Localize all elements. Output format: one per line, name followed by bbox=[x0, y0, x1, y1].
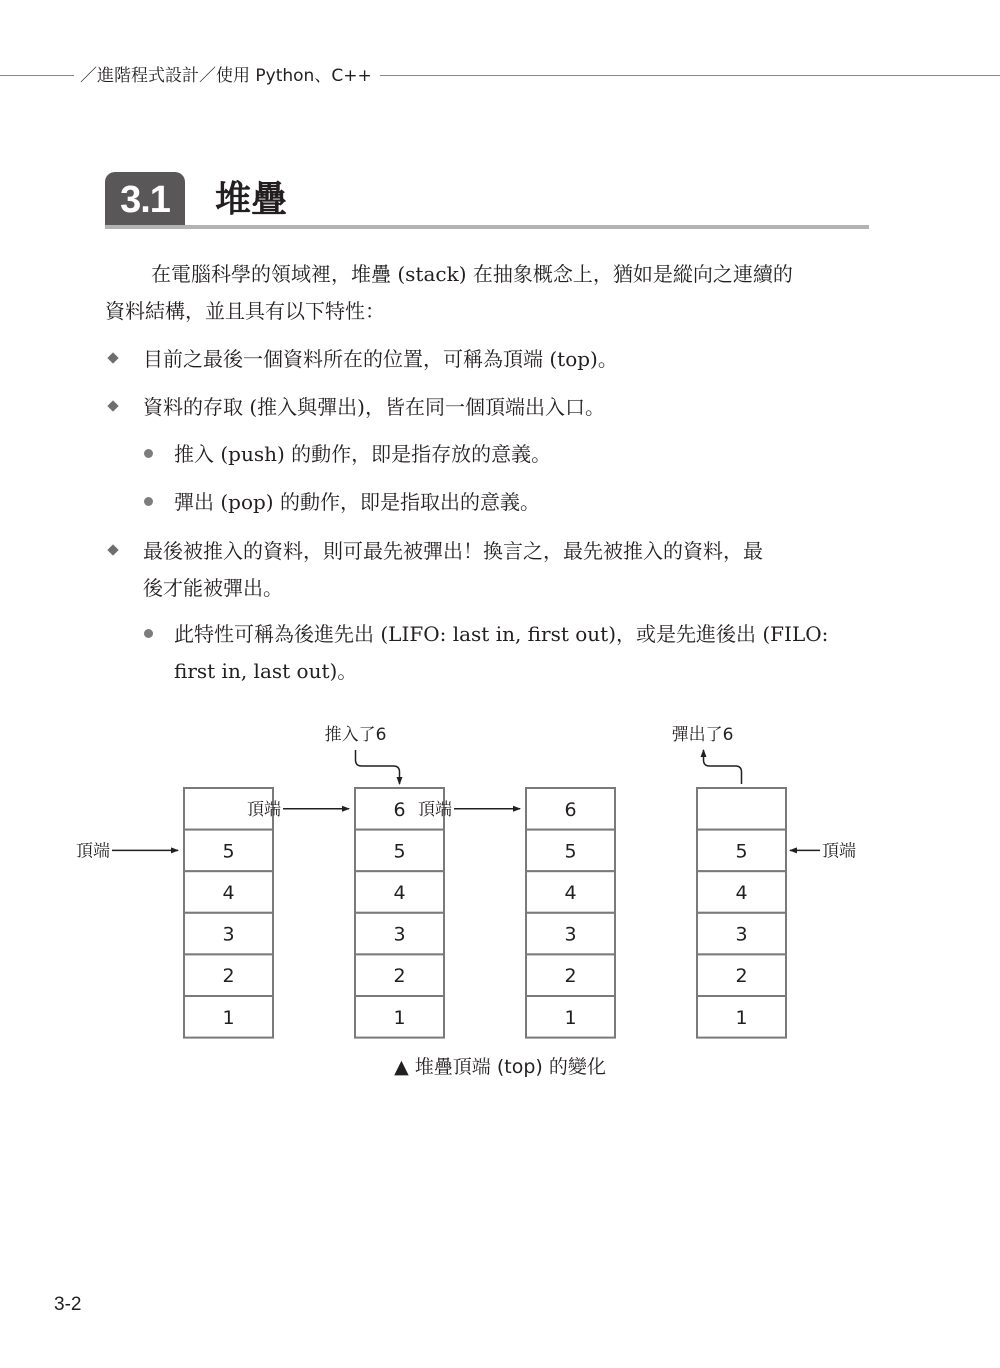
intro-line-1: 在電腦科學的領域裡，堆疊 (stack) 在抽象概念上，猶如是縱向之連續的 bbox=[151, 262, 793, 286]
section-underline bbox=[105, 225, 869, 229]
intro-line-2: 資料結構，並且具有以下特性： bbox=[105, 299, 385, 323]
sub-bullet-item: 推入 (push) 的動作，即是指存放的意義。 bbox=[174, 442, 552, 466]
running-header bbox=[0, 64, 1000, 88]
section-heading bbox=[105, 172, 869, 228]
stack-cell-value: 4 bbox=[735, 882, 748, 904]
dot-bullet-icon bbox=[144, 449, 153, 458]
header-rule-left bbox=[0, 75, 74, 76]
stack-cell-value: 3 bbox=[222, 923, 235, 946]
stack-cell-value: 3 bbox=[393, 923, 406, 946]
intro-paragraph bbox=[105, 256, 870, 330]
bullet-line: 後才能被彈出。 bbox=[143, 576, 283, 600]
stack-cell bbox=[697, 788, 786, 830]
header-rule-right bbox=[380, 75, 1000, 76]
sub-bullet-item bbox=[174, 616, 870, 690]
stack-cell-value: 6 bbox=[564, 798, 577, 821]
dot-bullet-icon bbox=[144, 629, 153, 638]
stack-cell-value: 2 bbox=[735, 965, 748, 988]
page-number: 3-2 bbox=[54, 1294, 82, 1315]
sub-bullet-item: 彈出 (pop) 的動作，即是指取出的意義。 bbox=[174, 490, 540, 514]
section-title: 堆疊 bbox=[215, 179, 288, 220]
top-pointer-label: 頂端 bbox=[76, 841, 110, 862]
stack-diagram-svg bbox=[0, 700, 1000, 1060]
bullet-item: 資料的存取 (推入與彈出)，皆在同一個頂端出入口。 bbox=[143, 395, 605, 419]
stack-cell-value: 2 bbox=[564, 965, 577, 988]
diamond-bullet-icon bbox=[107, 352, 118, 363]
stack-diagram bbox=[0, 700, 1000, 1100]
top-pointer-label: 頂端 bbox=[247, 799, 281, 820]
figure-caption: ▲ 堆疊頂端 (top) 的變化 bbox=[394, 1056, 606, 1078]
bullet-item: 目前之最後一個資料所在的位置，可稱為頂端 (top)。 bbox=[143, 347, 618, 371]
top-pointer-label: 頂端 bbox=[822, 841, 856, 862]
stack-cell-value: 2 bbox=[222, 965, 235, 988]
pop-action-label: 彈出了6 bbox=[671, 725, 734, 745]
stack-cell-value: 5 bbox=[222, 840, 235, 863]
diamond-bullet-icon bbox=[107, 544, 118, 555]
stack-cell-value: 3 bbox=[735, 923, 748, 946]
pop-arrow-icon bbox=[704, 750, 742, 784]
stack-cell-value: 6 bbox=[393, 798, 406, 821]
push-action-label: 推入了6 bbox=[324, 725, 387, 745]
stack-cell-value: 4 bbox=[564, 882, 577, 904]
book-title: ／進階程式設計／使用 Python、C++ bbox=[80, 66, 372, 86]
stack-cell-value: 5 bbox=[393, 840, 406, 863]
stack-cell-value: 5 bbox=[735, 840, 748, 863]
stack-cell-value: 1 bbox=[564, 1006, 577, 1029]
section-number-badge: 3.1 bbox=[105, 172, 185, 226]
top-pointer-label: 頂端 bbox=[418, 799, 452, 820]
stack-cell-value: 1 bbox=[735, 1006, 748, 1029]
sub-bullet-line: first in, last out)。 bbox=[174, 659, 358, 683]
sub-bullet-line: 此特性可稱為後進先出 (LIFO: last in, first out)，或是先進後出 (FILO: bbox=[174, 622, 829, 646]
dot-bullet-icon bbox=[144, 497, 153, 506]
stack-cell-value: 5 bbox=[564, 840, 577, 863]
stack-cell-value: 2 bbox=[393, 965, 406, 988]
stack-cell-value: 1 bbox=[222, 1006, 235, 1029]
stack-cell-value: 3 bbox=[564, 923, 577, 946]
stack-cell-value: 4 bbox=[393, 882, 406, 904]
push-arrow-icon bbox=[356, 750, 400, 784]
bullet-item bbox=[143, 533, 870, 607]
bullet-line: 最後被推入的資料，則可最先被彈出！換言之，最先被推入的資料，最 bbox=[143, 539, 763, 563]
stack-cell-value: 4 bbox=[222, 882, 235, 904]
stack-cell-value: 1 bbox=[393, 1006, 406, 1029]
diamond-bullet-icon bbox=[107, 400, 118, 411]
